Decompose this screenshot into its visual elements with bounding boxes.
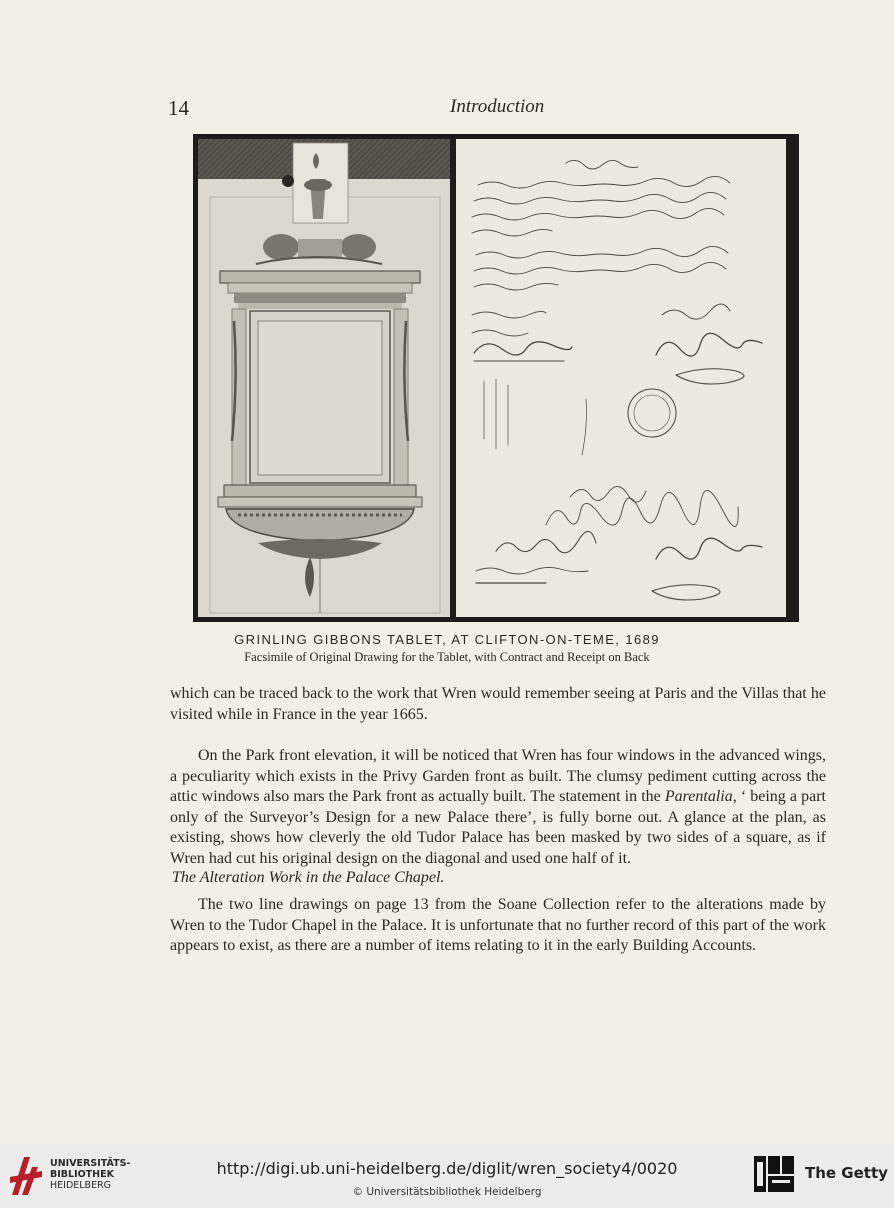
document-url-link[interactable]: http://digi.ub.uni-heidelberg.de/diglit/wren_society4/0020: [216, 1159, 678, 1178]
copyright-notice: © Universitätsbibliothek Heidelberg: [352, 1186, 542, 1198]
plate-caption-title: GRINLING GIBBONS TABLET, AT CLIFTON-ON-TEME, 1689: [234, 632, 660, 647]
parentalia-italic: Parentalia: [664, 788, 733, 805]
tablet-drawing: [198, 139, 450, 617]
plate-caption-subtitle: Facsimile of Original Drawing for the Tablet, with Contract and Receipt on Back: [244, 650, 650, 664]
paragraph-2-text-a: On the Park front elevation, it will be noticed that Wren has four windows in the advanced wings, a peculiarity which exists in the Privy Garden front as built. The clumsy pediment cutting across the attic windows also mars the Park front as actually built. The statement in the: [170, 747, 826, 805]
institution-line-3: HEIDELBERG: [50, 1180, 112, 1191]
page-number: 14: [168, 96, 189, 120]
paragraph-2-text-b: , ‘ being a part only of the Surveyor’s Design for a new Palace there’, is fully borne out. A glance at the plan, as existing, shows how cleverly the old Tudor Palace has been masked by two sides of a square, as if Wren had cut his original design on the diagonal and used one half of it.: [170, 788, 826, 867]
institution-line-2: BIBLIOTHEK: [50, 1169, 114, 1180]
footer-bar: [0, 1144, 894, 1208]
institution-line-1: UNIVERSITÄTS-: [50, 1158, 131, 1169]
contract-manuscript: [456, 139, 786, 617]
getty-label: The Getty: [805, 1164, 888, 1182]
paragraph-1: which can be traced back to the work that Wren would remember seeing at Paris and the Villas that he visited while in France in the year 1665.: [170, 685, 826, 723]
paragraph-2: [170, 746, 826, 869]
getty-logo-icon[interactable]: [752, 1154, 796, 1198]
tablet-drawing-illustration: [198, 139, 450, 617]
facsimile-plate: [193, 134, 799, 622]
paragraph-3: The two line drawings on page 13 from the Soane Collection refer to the alterations made by Wren to the Tudor Chapel in the Palace. It is unfortunate that no further record of this part of the work appears to exist, as there are a number of items relating to it in the early Building Accounts.: [170, 896, 826, 954]
contract-handwriting-illustration: [456, 139, 786, 617]
section-heading: The Alteration Work in the Palace Chapel.: [172, 869, 445, 886]
running-head: Introduction: [450, 96, 545, 117]
